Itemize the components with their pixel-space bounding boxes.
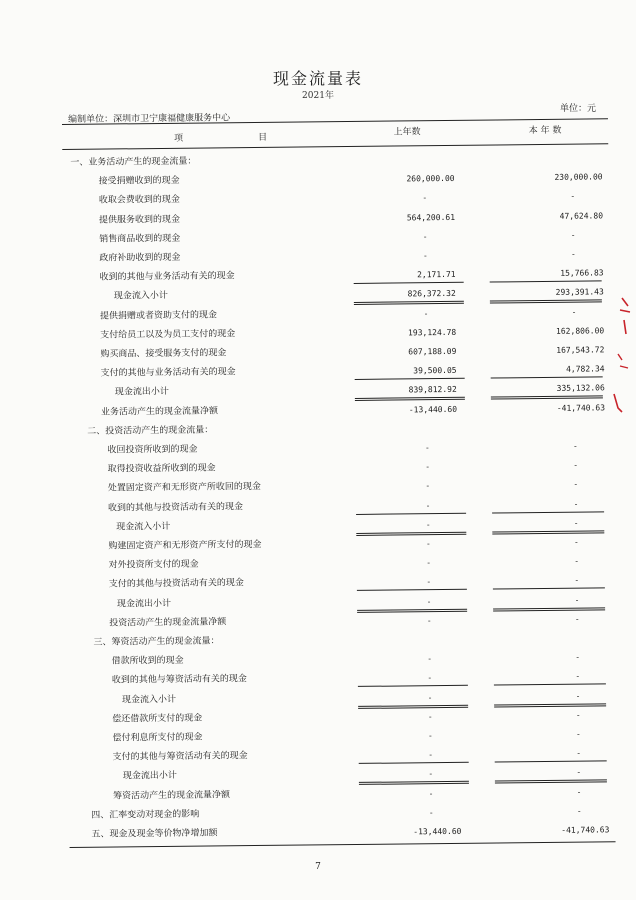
row-label: 政府补助收到的现金	[99, 252, 181, 264]
current-year-value: -	[574, 595, 580, 605]
prev-year-value: 826,372.32	[407, 289, 456, 299]
row-label: 对外投资所支付的现金	[108, 559, 199, 571]
row-label: 偿还借款所支付的现金	[112, 713, 203, 725]
organization-label: 编制单位：深圳市卫宁康福健康服务中心	[68, 113, 231, 125]
current-year-value: -	[576, 787, 582, 797]
prev-year-value: -13,440.60	[413, 826, 462, 837]
row-label: 支付的其他与投资活动有关的现金	[108, 578, 244, 590]
prev-year-value: -	[427, 711, 433, 721]
current-year-value: 167,543.72	[556, 345, 605, 355]
current-year-value: -	[573, 499, 579, 509]
current-year-value: -	[575, 729, 581, 739]
row-label: 四、汇率变动对现金的影响	[91, 809, 200, 821]
prev-year-value: -	[428, 769, 434, 779]
row-label: 收到的其他与投资活动有关的现金	[107, 501, 244, 514]
current-year-value: -	[574, 614, 580, 624]
row-label: 现金流入小计	[121, 694, 177, 705]
current-year-value: -	[570, 249, 576, 259]
current-year-value	[497, 628, 607, 629]
row-label: 三、筹资活动产生的现金流量：	[93, 636, 220, 648]
row-label: 取得投资收益所收到的现金	[107, 463, 216, 475]
current-year-value: -	[575, 671, 581, 682]
current-year-value: -	[573, 537, 579, 547]
row-label: 业务活动产生的现金流量净额	[100, 405, 219, 418]
row-label: 收到的其他与筹资活动有关的现金	[111, 674, 247, 686]
row-label: 销售商品收到的现金	[99, 233, 181, 245]
row-label: 购买商品、接受服务支付的现金	[100, 348, 227, 360]
header-current-year: 本 年 数	[528, 125, 562, 137]
current-year-value: -	[576, 767, 582, 778]
current-year-value: -	[575, 691, 581, 701]
prev-year-value: -	[426, 596, 432, 606]
unit-label: 单位：元	[559, 104, 596, 114]
row-label: 现金流入小计	[113, 291, 168, 302]
current-year-value: -	[576, 748, 582, 758]
row-label: 购建固定资产和无形资产所支付的现金	[108, 539, 262, 552]
prev-year-value: -	[428, 750, 434, 760]
current-year-value: -41,740.63	[561, 825, 610, 835]
row-label: 借款所收到的现金	[111, 655, 184, 667]
prev-year-value	[344, 150, 454, 151]
prev-year-value: 839,812.92	[408, 385, 457, 395]
row-label: 现金流出小计	[116, 598, 172, 610]
prev-year-value: -	[423, 308, 429, 318]
current-year-value	[492, 148, 602, 149]
row-label: 二、投资活动产生的现金流量：	[87, 425, 214, 437]
row-label: 五、现金及现金等价物净增加额	[91, 828, 218, 840]
prev-year-value: -	[426, 615, 432, 626]
report-year: 2021年	[302, 91, 334, 101]
prev-year-value: -	[428, 788, 434, 798]
prev-year-value: -	[425, 481, 431, 491]
current-year-value: -	[571, 307, 577, 317]
current-year-value: 230,000.00	[554, 172, 603, 183]
prev-year-value: 260,000.00	[406, 174, 455, 184]
prev-year-value: -	[427, 654, 433, 664]
row-label: 收取会费收到的现金	[98, 195, 180, 207]
current-year-value: -	[575, 710, 581, 720]
row-label: 处置固定资产和无形资产所收回的现金	[107, 482, 261, 494]
row-label: 筹资活动产生的现金流量净额	[112, 789, 231, 802]
prev-year-value	[347, 419, 457, 420]
prev-year-value: -	[426, 577, 432, 587]
row-label: 现金流出小计	[122, 771, 177, 782]
current-year-value: -	[570, 230, 576, 240]
row-label: 提供捐赠或者资助支付的现金	[99, 309, 218, 322]
current-year-value: -	[573, 480, 579, 490]
prev-year-value	[349, 630, 459, 631]
current-year-value: -	[574, 575, 580, 586]
prev-year-value: -	[422, 231, 428, 242]
current-year-value: 335,132.06	[556, 383, 605, 394]
prev-year-value: -	[425, 500, 431, 510]
row-label: 支付的其他与筹资活动有关的现金	[112, 751, 248, 763]
current-year-value: -	[573, 460, 579, 470]
prev-year-value: -	[426, 558, 432, 568]
row-label: 支付的其他与业务活动有关的现金	[100, 367, 236, 379]
row-label: 收到的其他与业务活动有关的现金	[99, 271, 235, 283]
current-year-value: -41,740.63	[556, 402, 606, 413]
prev-year-value: 564,200.61	[406, 212, 456, 222]
current-year-value: 293,391.43	[555, 287, 604, 298]
current-year-value	[495, 417, 605, 418]
prev-year-value: -	[425, 539, 431, 549]
current-year-value: 4,782.34	[566, 364, 605, 374]
prev-year-value: -	[425, 462, 431, 472]
prev-year-value: -	[422, 251, 428, 261]
header-item	[62, 129, 344, 144]
prev-year-value: -	[427, 731, 433, 741]
row-label: 现金流入小计	[116, 521, 171, 533]
row-label: 现金流出小计	[114, 387, 169, 398]
current-year-value: 162,806.00	[555, 326, 605, 336]
current-year-value: -	[575, 652, 581, 662]
row-label: 偿付利息所支付的现金	[112, 732, 203, 744]
prev-year-value: -	[422, 193, 428, 203]
row-label: 收回投资所收到的现金	[107, 444, 198, 456]
red-stamp-fragment	[608, 290, 632, 430]
prev-year-value: -13,440.60	[408, 404, 458, 414]
prev-year-value: -	[428, 807, 434, 817]
current-year-value: -	[576, 806, 582, 816]
prev-year-value: -	[427, 692, 433, 702]
prev-year-value: 607,188.09	[408, 346, 457, 357]
page-number: 7	[315, 862, 321, 872]
current-year-value: -	[572, 441, 578, 451]
header-item-char-1: 项	[174, 133, 185, 144]
header-prev-year: 上年数	[393, 127, 421, 138]
current-year-value: -	[573, 518, 579, 528]
current-year-value: 47,624.80	[559, 210, 604, 221]
prev-year-value: -	[427, 673, 433, 683]
row-label: 接受捐赠收到的现金	[98, 175, 180, 187]
header-item-char-2: 目	[258, 132, 269, 143]
prev-year-value: -	[424, 443, 430, 453]
row-label: 提供服务收到的现金	[98, 214, 181, 226]
prev-year-value: -	[425, 519, 431, 530]
row-label: 投资活动产生的现金流量净额	[109, 617, 227, 629]
row-label: 支付给员工以及为员工支付的现金	[100, 328, 236, 341]
current-year-value: 15,766.83	[560, 268, 604, 278]
prev-year-value: 193,124.78	[407, 327, 457, 338]
prev-year-value: 39,500.05	[413, 366, 457, 376]
current-year-value: -	[574, 556, 580, 566]
prev-year-value: 2,171.71	[417, 270, 456, 280]
page-title: 现金流量表	[272, 69, 363, 88]
row-label: 一、业务活动产生的现金流量：	[70, 156, 197, 168]
current-year-value: -	[570, 192, 576, 202]
